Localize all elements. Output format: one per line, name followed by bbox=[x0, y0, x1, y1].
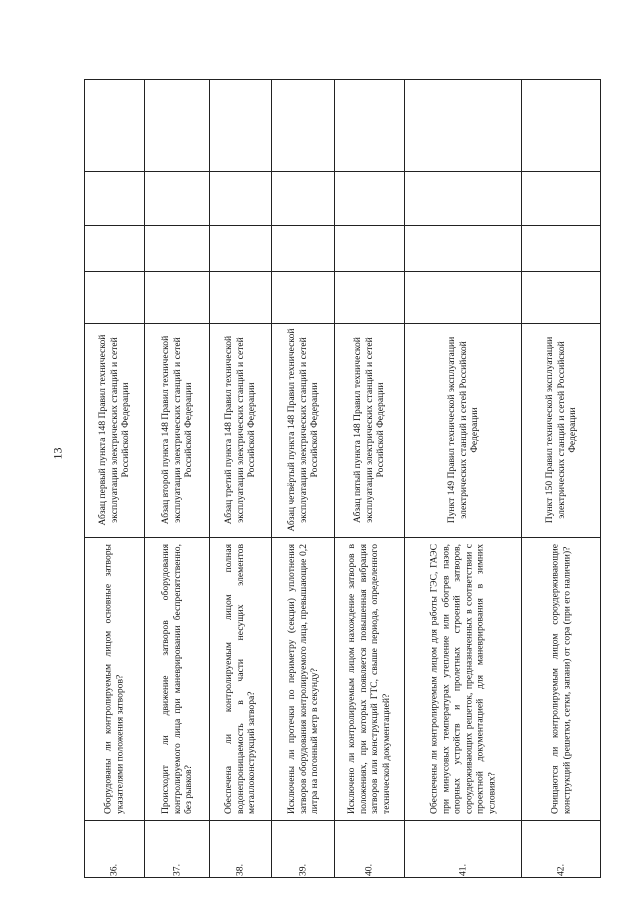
reference-cell bbox=[271, 323, 334, 537]
table-border-right bbox=[600, 79, 601, 878]
question-text: Оборудованы ли контролируемым лицом основные затворы указателями положения затворов? bbox=[102, 543, 125, 814]
reference-text: Абзац пятый пункта 148 Правил технической эксплуатации электрических станций и сетей Российской Федерации bbox=[351, 337, 386, 523]
question-cell bbox=[209, 537, 271, 820]
reference-cell bbox=[84, 323, 144, 537]
table-row bbox=[404, 79, 521, 878]
row-number-cell bbox=[521, 820, 600, 878]
table-row bbox=[209, 79, 271, 878]
table-row bbox=[271, 79, 334, 878]
table-row bbox=[521, 79, 600, 878]
row-number: 37. bbox=[170, 864, 182, 876]
row-number: 40. bbox=[363, 864, 375, 876]
question-cell bbox=[334, 537, 404, 820]
row-number: 42. bbox=[554, 864, 566, 876]
page-number: 13 bbox=[50, 447, 65, 460]
row-number-cell bbox=[84, 820, 144, 878]
row-number-cell bbox=[271, 820, 334, 878]
reference-cell bbox=[404, 323, 521, 537]
reference-text: Пункт 150 Правил технической эксплуатации электрических станций и сетей Российской Федерации bbox=[543, 336, 578, 524]
question-text: Обеспечены ли контролируемым лицом для работы ГЭС, ГАЭС при минусовых температурах утепление или обогрев пазов, опорных устройств и пролетных строений затворов, сороудерживающих решеток, предназначенных в соответствии с проектной документацией для маневрирования в зимних условиях? bbox=[428, 543, 497, 814]
reference-cell bbox=[144, 323, 209, 537]
question-text: Происходит ли движение затворов оборудования контролируемого лица при маневрировании беспрепятственно, без рывков? bbox=[159, 543, 194, 814]
row-number: 39. bbox=[296, 864, 308, 876]
table-row bbox=[144, 79, 209, 878]
question-text: Исключено ли контролируемым лицом нахождение затворов в положениях, при которых появляется повышенная вибрация затворов или конструкций ГТС, свыше периода, определенного технической документацией? bbox=[346, 543, 392, 814]
question-cell bbox=[521, 537, 600, 820]
reference-text: Абзац третий пункта 148 Правил технической эксплуатации электрических станций и сетей Российской Федерации bbox=[222, 335, 257, 525]
reference-cell bbox=[209, 323, 271, 537]
question-text: Исключены ли протечки по периметру (секции) уплотнения затворов оборудования контролируемого лица, превышающие 0,2 литра на погонный метр в секунду? bbox=[285, 543, 320, 814]
row-number-cell bbox=[144, 820, 209, 878]
question-text: Очищаются ли контролируемым лицом сороудерживающие конструкций (решетки, сетки, запани) от сора (при его наличии)? bbox=[549, 543, 572, 814]
question-cell bbox=[404, 537, 521, 820]
reference-text: Абзац второй пункта 148 Правил технической эксплуатации электрических станций и сетей Российской Федерации bbox=[159, 335, 194, 525]
row-number-cell bbox=[334, 820, 404, 878]
row-number: 41. bbox=[456, 864, 468, 876]
question-cell bbox=[144, 537, 209, 820]
reference-text: Абзац первый пункта 148 Правил технической эксплуатации электрических станций и сетей Российской Федерации bbox=[96, 334, 131, 526]
row-number-cell bbox=[404, 820, 521, 878]
row-number: 36. bbox=[108, 864, 120, 876]
reference-cell bbox=[521, 323, 600, 537]
row-number-cell bbox=[209, 820, 271, 878]
row-number: 38. bbox=[234, 864, 246, 876]
table-row bbox=[84, 79, 144, 878]
reference-text: Абзац четвёртый пункта 148 Правил технической эксплуатации электрических станций и сетей Российской Федерации bbox=[285, 328, 320, 532]
question-cell bbox=[84, 537, 144, 820]
reference-cell bbox=[334, 323, 404, 537]
question-cell bbox=[271, 537, 334, 820]
question-text: Обеспечена ли контролируемым лицом полная водонепроницаемость в части несущих элементов металлоконструкций затвора? bbox=[222, 543, 257, 814]
reference-text: Пункт 149 Правил технической эксплуатации электрических станций и сетей Российской Федерации bbox=[445, 336, 480, 524]
table-row bbox=[334, 79, 404, 878]
